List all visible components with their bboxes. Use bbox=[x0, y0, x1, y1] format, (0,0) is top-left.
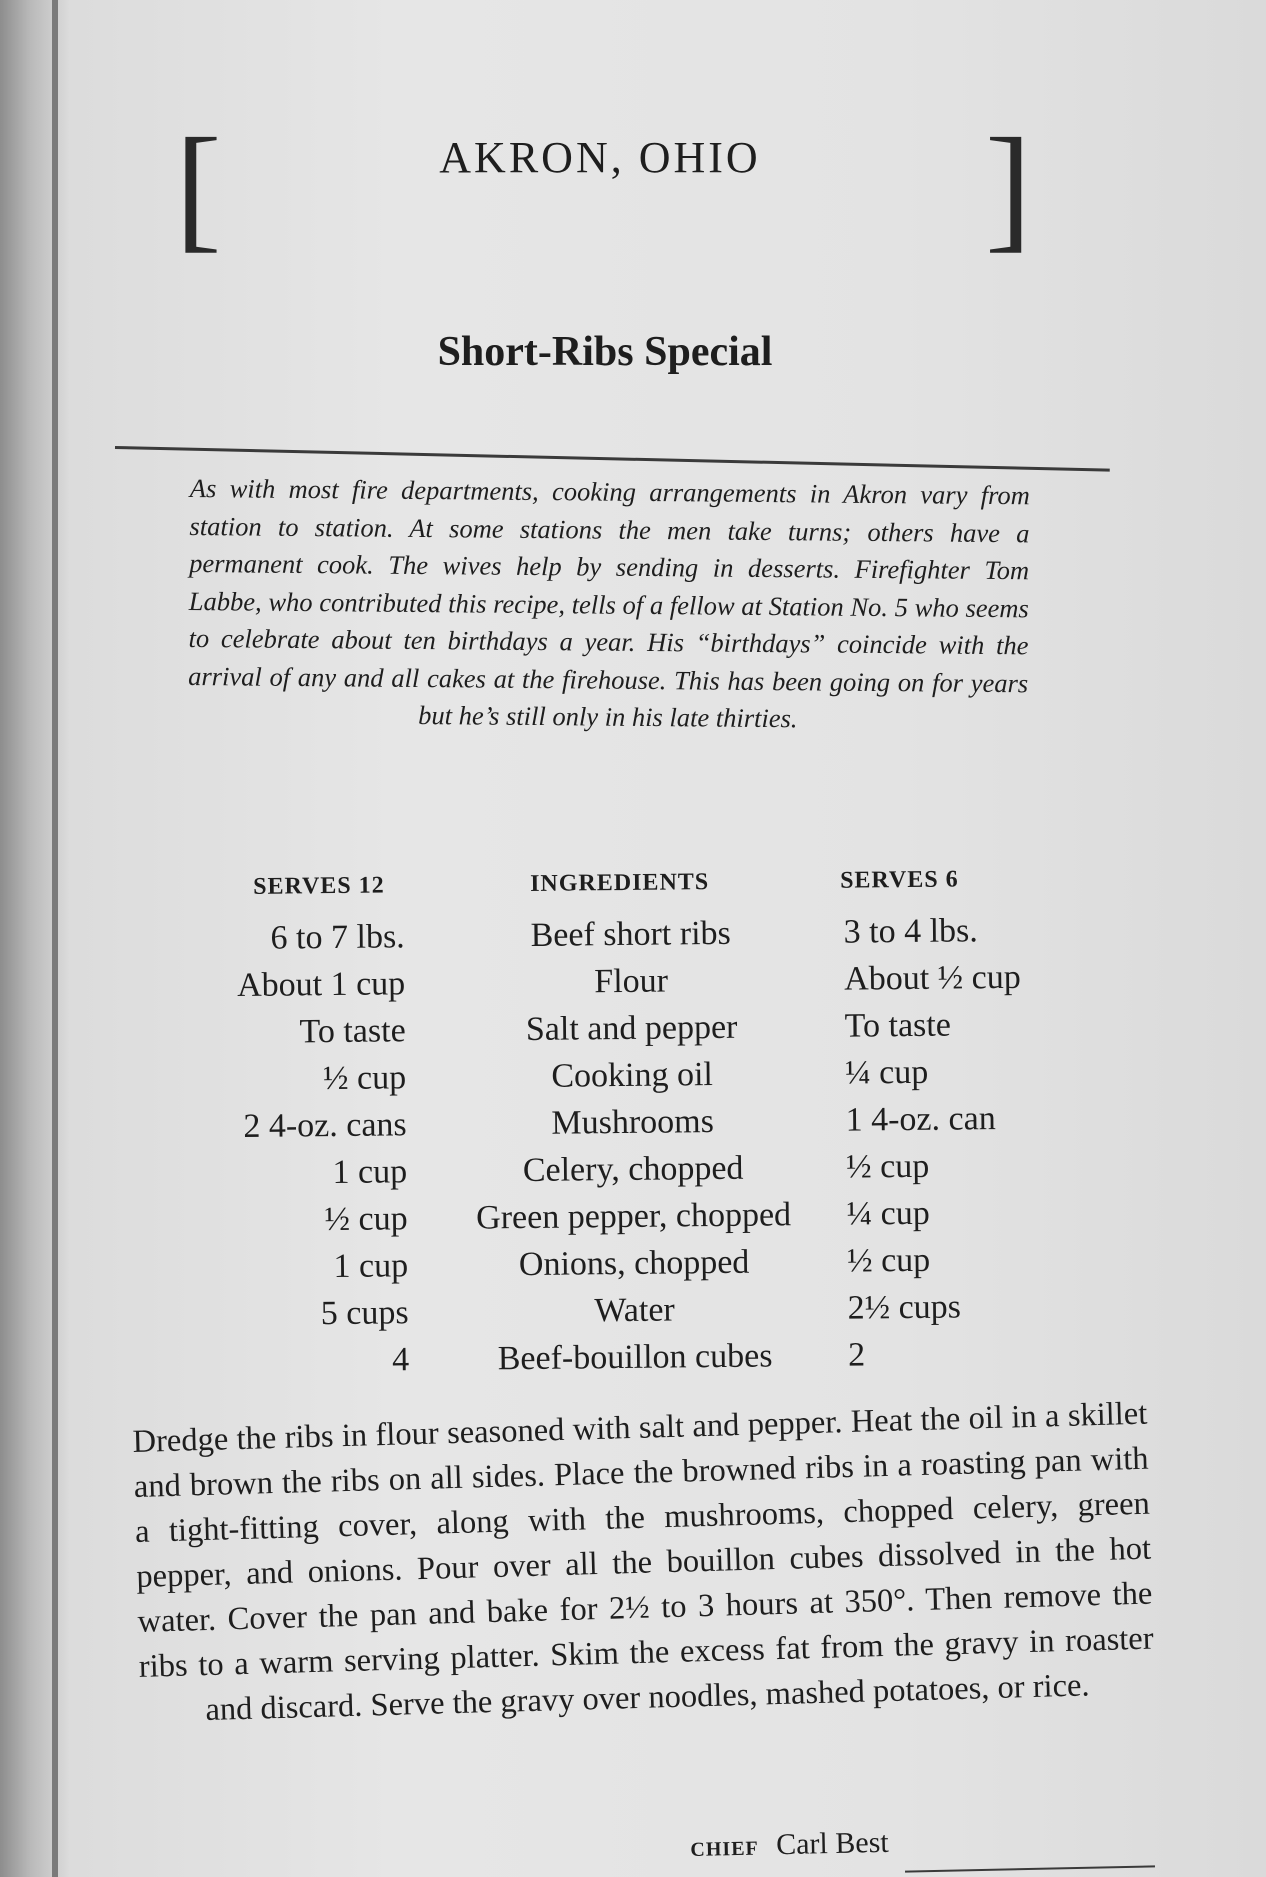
signature-label: CHIEF bbox=[690, 1837, 759, 1861]
recipe-intro: As with most fire departments, cooking arrangements in Akron vary from station to station. At some stations the men take turns; others have a permanent cook. The wives help by sending in desserts. Firefighter Tom Labbe, who contributed this recipe, tells of a fellow at Station No. 5 who seems to celebrate about ten birthdays a year. His “birthdays” coincide with the arrival of any and all cakes at the firehouse. This has been going on for years but he’s still only in his late thirties. bbox=[188, 472, 1030, 734]
quantity-serves-12: 5 cups bbox=[320, 1294, 409, 1333]
quantity-serves-6: To taste bbox=[844, 1006, 952, 1045]
quantity-serves-12: ½ cup bbox=[324, 1200, 408, 1239]
quantity-serves-12: 6 to 7 lbs. bbox=[270, 918, 405, 957]
ingredient-name: Flour bbox=[594, 962, 669, 1001]
page-header-city: AKRON, OHIO bbox=[439, 133, 761, 182]
quantity-serves-12: 1 cup bbox=[332, 1153, 408, 1192]
quantity-serves-6: ½ cup bbox=[845, 1147, 930, 1186]
quantity-serves-12: ½ cup bbox=[322, 1059, 407, 1098]
ingredient-name: Celery, chopped bbox=[522, 1149, 744, 1190]
quantity-serves-6: About ½ cup bbox=[843, 958, 1021, 998]
quantity-serves-6: 2½ cups bbox=[847, 1288, 962, 1327]
serves-12-header: SERVES 12 bbox=[253, 872, 385, 900]
quantity-serves-6: 2 bbox=[847, 1336, 866, 1374]
ingredient-name: Green pepper, chopped bbox=[475, 1196, 792, 1237]
ingredient-name: Onions, chopped bbox=[518, 1243, 750, 1284]
ingredient-name: Mushrooms bbox=[551, 1103, 715, 1142]
signature-line bbox=[905, 1865, 1155, 1872]
quantity-serves-12: To taste bbox=[299, 1012, 406, 1051]
ingredient-name: Water bbox=[594, 1291, 675, 1330]
ingredient-name: Beef-bouillon cubes bbox=[497, 1337, 773, 1378]
signature bbox=[690, 1826, 889, 1864]
recipe-method: Dredge the ribs in flour seasoned with salt and pepper. Heat the oil in a skillet and brown the ribs on all sides. Place the browned ribs in a roasting pan with a tight-fitting cover, along with the mushrooms, chopped celery, green pepper, and onions. Pour over all the bouillon cubes dissolved in the hot water. Cover the pan and bake for 2½ to 3 hours at 350°. Then remove the ribs to a warm serving platter. Skim the excess fat from the gravy in roaster and discard. Serve the gravy over noodles, mashed potatoes, or rice. bbox=[132, 1395, 1155, 1729]
quantity-serves-12: 1 cup bbox=[333, 1247, 409, 1286]
ingredient-name: Salt and pepper bbox=[525, 1008, 738, 1048]
quantity-serves-6: ½ cup bbox=[846, 1241, 931, 1280]
ingredients-table bbox=[0, 863, 1266, 1379]
quantity-serves-12: About 1 cup bbox=[236, 965, 406, 1005]
serves-6-header: SERVES 6 bbox=[839, 866, 959, 894]
quantity-serves-6: ¼ cup bbox=[844, 1053, 929, 1092]
right-bracket: ] bbox=[985, 110, 1032, 265]
ingredient-name: Beef short ribs bbox=[530, 914, 731, 954]
signature-name: Carl Best bbox=[775, 1825, 889, 1862]
quantity-serves-6: 1 4-oz. can bbox=[845, 1100, 996, 1139]
quantity-serves-12: 4 bbox=[391, 1341, 410, 1379]
recipe-title: Short-Ribs Special bbox=[437, 329, 773, 375]
left-bracket: [ bbox=[175, 110, 222, 265]
ingredients-header: INGREDIENTS bbox=[530, 869, 710, 897]
title-rule bbox=[115, 446, 1110, 472]
ingredient-name: Cooking oil bbox=[551, 1056, 714, 1095]
quantity-serves-6: 3 to 4 lbs. bbox=[843, 912, 978, 951]
quantity-serves-6: ¼ cup bbox=[846, 1194, 930, 1233]
quantity-serves-12: 2 4-oz. cans bbox=[243, 1106, 407, 1145]
